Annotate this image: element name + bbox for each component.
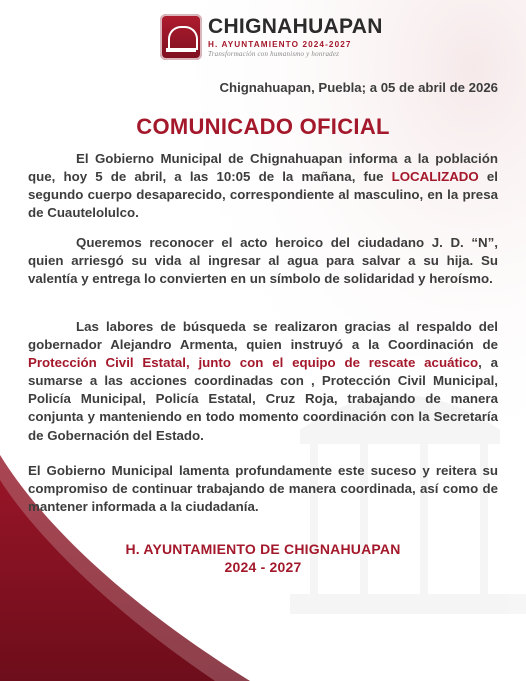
brand-name: CHIGNAHUAPAN [208,14,383,38]
paragraph-1-text-b: el segundo cuerpo desaparecido, correspondiente al masculino, en la presa de Cuautelolulco. [28,169,498,221]
paragraph-3-text-a: Las labores de búsqueda se realizaron gracias al respaldo del gobernador Alejandro Armenta, quien instruyó a la Coordinación de [28,319,498,353]
brand-tagline: Transformación con humanismo y honradez [208,50,340,59]
brand-block [208,16,383,58]
brand-subtitle: H. AYUNTAMIENTO 2024-2027 [208,39,352,49]
municipal-seal-icon [160,14,202,60]
paragraph-1-highlight: LOCALIZADO [391,169,479,185]
signature-line-1: H. AYUNTAMIENTO DE CHIGNAHUAPAN [125,541,401,557]
dateline: Chignahuapan, Puebla; a 05 de abril de 2026 [219,80,498,95]
paragraph-2: Queremos reconocer el acto heroico del ciudadano J. D. “N”, quien arriesgó su vida al ingresar al agua para salvar a su hija. Su valentía y entrega lo convierten en un símbolo de solidaridad y heroísmo. [28,235,498,287]
paragraph-3 [28,318,498,445]
paragraph-3-highlight: Protección Civil Estatal, junto con el equipo de rescate acuático [28,355,479,371]
paragraph-3-text-b: , a sumarse a las acciones coordinadas con , Protección Civil Municipal, Policía Municipal, Policía Estatal, Cruz Roja, trabajando de manera conjunta y manteniendo en todo momento coordinación con la Secretaría de Gobernación del Estado. [28,355,498,443]
document-title: COMUNICADO OFICIAL [136,114,390,139]
signature-line-2: 2024 - 2027 [224,559,302,575]
paragraph-1-text-a: El Gobierno Municipal de Chignahuapan informa a la población que, hoy 5 de abril, a las 10:05 de la mañana, fue [28,151,498,185]
paragraph-1 [28,150,498,222]
header [160,14,383,60]
paragraph-4: El Gobierno Municipal lamenta profundamente este suceso y reitera su compromiso de continuar trabajando de manera coordinada, así como de mantener informada a la ciudadanía. [28,463,498,515]
